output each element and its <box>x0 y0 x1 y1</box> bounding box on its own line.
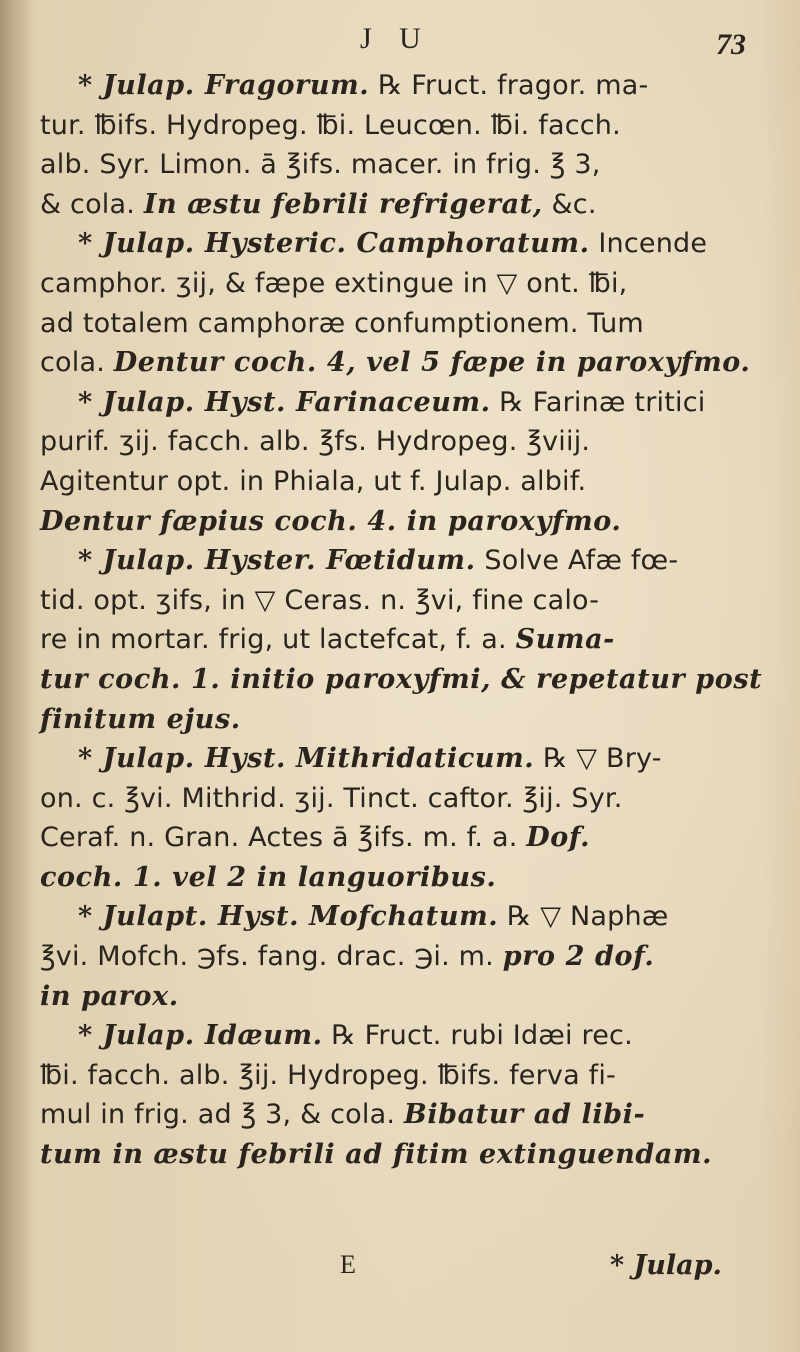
italic-text-segment: In æstu febrili refrigerat, <box>143 188 543 220</box>
text-line <box>40 937 780 977</box>
text-line <box>40 462 780 502</box>
roman-text-segment: &c. <box>542 188 597 220</box>
text-line <box>40 818 780 858</box>
text-line <box>40 502 780 542</box>
italic-text-segment: * Julap. Hyster. Fœtidum. <box>78 545 476 577</box>
roman-text-segment: re in mortar. frig, ut lactefcat, f. a. <box>40 624 516 656</box>
roman-text-segment: & cola. <box>40 188 144 220</box>
text-line <box>40 145 780 185</box>
text-line <box>40 977 780 1017</box>
roman-text-segment: cola. <box>40 347 114 379</box>
text-line <box>40 343 780 383</box>
roman-text-segment: Solve Afæ fœ- <box>475 545 679 577</box>
text-line <box>40 739 780 779</box>
italic-text-segment: Bibatur ad libi- <box>403 1099 646 1131</box>
roman-text-segment: mul in frig. ad ℥ 3, & cola. <box>40 1099 404 1131</box>
italic-text-segment: Dentur fæpius coch. 4. in paroxyfmo. <box>40 505 622 537</box>
roman-text-segment: on. c. ℥vi. Mithrid. ʒij. Tinct. caftor. ℥ij. Syr. <box>40 782 623 814</box>
italic-text-segment: Dentur coch. 4, vel 5 fæpe in paroxyfmo. <box>113 347 751 379</box>
italic-text-segment: * Julap. Hyst. Mithridaticum. <box>78 743 535 775</box>
text-line <box>40 1056 780 1096</box>
roman-text-segment: ℞ Fruct. fragor. ma- <box>369 70 649 101</box>
roman-text-segment: alb. Syr. Limon. ā ℥ifs. macer. in frig. ℥ 3, <box>40 149 601 181</box>
italic-text-segment: coch. 1. vel 2 in languoribus. <box>40 861 497 893</box>
page-header <box>0 22 800 66</box>
roman-text-segment: ℞ Fruct. rubi Idæi rec. <box>322 1020 633 1052</box>
roman-text-segment: ℥vi. Mofch. ℈fs. fang. drac. ℈i. m. <box>40 941 503 973</box>
text-line <box>40 541 780 581</box>
text-line <box>40 264 780 304</box>
catchword: * Julap. <box>610 1250 722 1281</box>
text-line <box>40 897 780 937</box>
italic-text-segment: * Julapt. Hyst. Mofchatum. <box>78 901 499 933</box>
roman-text-segment: purif. ʒij. facch. alb. ℥fs. Hydropeg. ℥viij. <box>40 426 591 458</box>
italic-text-segment: tum in æstu febrili ad fitim extinguendam. <box>40 1139 713 1171</box>
roman-text-segment: tur. ℔ifs. Hydropeg. ℔i. Leucœn. ℔i. facch. <box>40 109 621 141</box>
italic-text-segment: pro 2 dof. <box>502 941 655 973</box>
text-line <box>40 66 780 106</box>
text-line <box>40 304 780 344</box>
roman-text-segment: ℔i. facch. alb. ℥ij. Hydropeg. ℔ifs. ferva fi- <box>40 1059 616 1091</box>
text-line <box>40 1095 780 1135</box>
recipe-text-block <box>40 66 780 1175</box>
roman-text-segment: ℞ ▽ Bry- <box>534 743 662 775</box>
text-line <box>40 224 780 264</box>
roman-text-segment: ℞ Farinæ tritici <box>490 386 706 418</box>
page-gutter-shadow <box>0 0 34 1352</box>
page-footer <box>40 1250 780 1290</box>
running-head: J U <box>360 22 431 55</box>
text-line <box>40 660 780 700</box>
signature-mark: E <box>340 1250 356 1279</box>
roman-text-segment: tid. opt. ʒifs, in ▽ Ceras. n. ℥vi, fine calo- <box>40 584 600 616</box>
text-line <box>40 581 780 621</box>
italic-text-segment: finitum ejus. <box>40 703 241 735</box>
italic-text-segment: Suma- <box>515 624 615 656</box>
text-line <box>40 1016 780 1056</box>
page-number: 73 <box>716 28 746 61</box>
text-line <box>40 106 780 146</box>
roman-text-segment: Agitentur opt. in Phiala, ut f. Julap. albif. <box>40 465 587 497</box>
italic-text-segment: Dof. <box>526 822 591 854</box>
italic-text-segment: in parox. <box>40 980 179 1012</box>
text-line <box>40 779 780 819</box>
roman-text-segment: Ceraf. n. Gran. Actes ā ℥ifs. m. f. a. <box>40 822 527 854</box>
text-line <box>40 620 780 660</box>
text-line <box>40 858 780 898</box>
roman-text-segment: Incende <box>589 228 708 260</box>
italic-text-segment: * Julap. Fragorum. <box>78 70 370 101</box>
text-line <box>40 1135 780 1175</box>
text-line <box>40 422 780 462</box>
roman-text-segment: ad totalem camphoræ confumptionem. Tum <box>40 307 644 339</box>
italic-text-segment: * Julap. Idæum. <box>78 1020 323 1052</box>
italic-text-segment: * Julap. Hysteric. Camphoratum. <box>78 228 590 260</box>
roman-text-segment: ℞ ▽ Naphæ <box>498 901 669 933</box>
roman-text-segment: camphor. ʒij, & fæpe extingue in ▽ ont. ℔i, <box>40 267 628 299</box>
italic-text-segment: * Julap. Hyst. Farinaceum. <box>78 386 491 418</box>
italic-text-segment: tur coch. 1. initio paroxyfmi, & repetatur post <box>40 663 763 695</box>
text-line <box>40 185 780 225</box>
text-line <box>40 700 780 740</box>
text-line <box>40 383 780 423</box>
